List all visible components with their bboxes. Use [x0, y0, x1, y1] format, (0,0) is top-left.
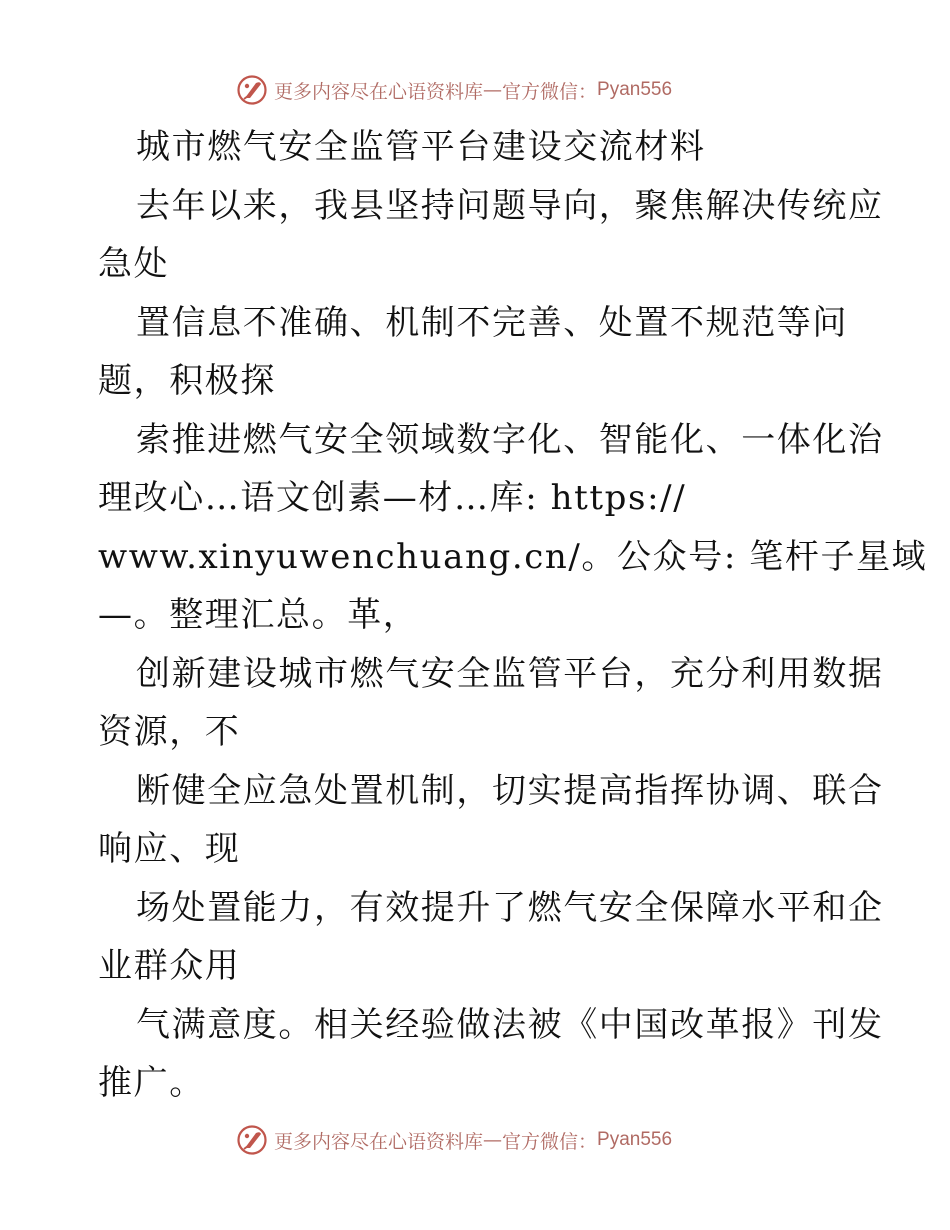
- banner-wechat-id: Pyan556: [597, 1129, 673, 1150]
- banner-wechat-id: Pyan556: [597, 79, 673, 100]
- banner-wechat-label: 官方微信：: [502, 1130, 598, 1153]
- paragraph-line: 置信息不准确、机制不完善、处置不规范等问: [136, 302, 848, 343]
- paragraph-line: www.xinyuwenchuang.cn/。公众号: 笔杆子星域: [98, 536, 928, 577]
- paragraph-line: 题，积极探: [98, 361, 276, 401]
- banner-separator: —: [483, 79, 503, 101]
- banner-site-text: 更多内容尽在心语资料库: [274, 1130, 484, 1153]
- banner-site-text: 更多内容尽在心语资料库: [274, 80, 484, 103]
- banner-separator: —: [483, 1129, 503, 1151]
- paragraph-line: 气满意度。相关经验做法被《中国改革报》刊发: [136, 1004, 884, 1045]
- paragraph-line: 资源，不: [98, 712, 241, 752]
- paragraph-line: 场处置能力，有效提升了燃气安全保障水平和企: [136, 887, 884, 928]
- document-body: [98, 118, 928, 1113]
- paragraph-line: 创新建设城市燃气安全监管平台，充分利用数据: [136, 653, 884, 694]
- document-title: 城市燃气安全监管平台建设交流材料: [136, 127, 706, 167]
- paragraph-line: —。整理汇总。革，: [98, 595, 419, 635]
- paragraph-line: 推广。: [98, 1063, 205, 1103]
- paragraph-line: 业群众用: [98, 946, 241, 986]
- paragraph-line: 响应、现: [98, 829, 241, 869]
- paragraph-line: 去年以来，我县坚持问题导向，聚焦解决传统应: [136, 185, 884, 226]
- paragraph-line: 急处: [98, 244, 170, 284]
- header-banner: [236, 73, 672, 107]
- banner-wechat-label: 官方微信：: [502, 80, 598, 103]
- quill-pen-logo-icon: [236, 1124, 268, 1156]
- paragraph-line: 索推进燃气安全领域数字化、智能化、一体化治: [136, 419, 884, 460]
- paragraph-line: 理改心…语文创素—材…库: https://: [98, 478, 687, 518]
- quill-pen-logo-icon: [236, 74, 268, 106]
- footer-banner: [236, 1123, 672, 1157]
- paragraph-line: 断健全应急处置机制，切实提高指挥协调、联合: [136, 770, 884, 811]
